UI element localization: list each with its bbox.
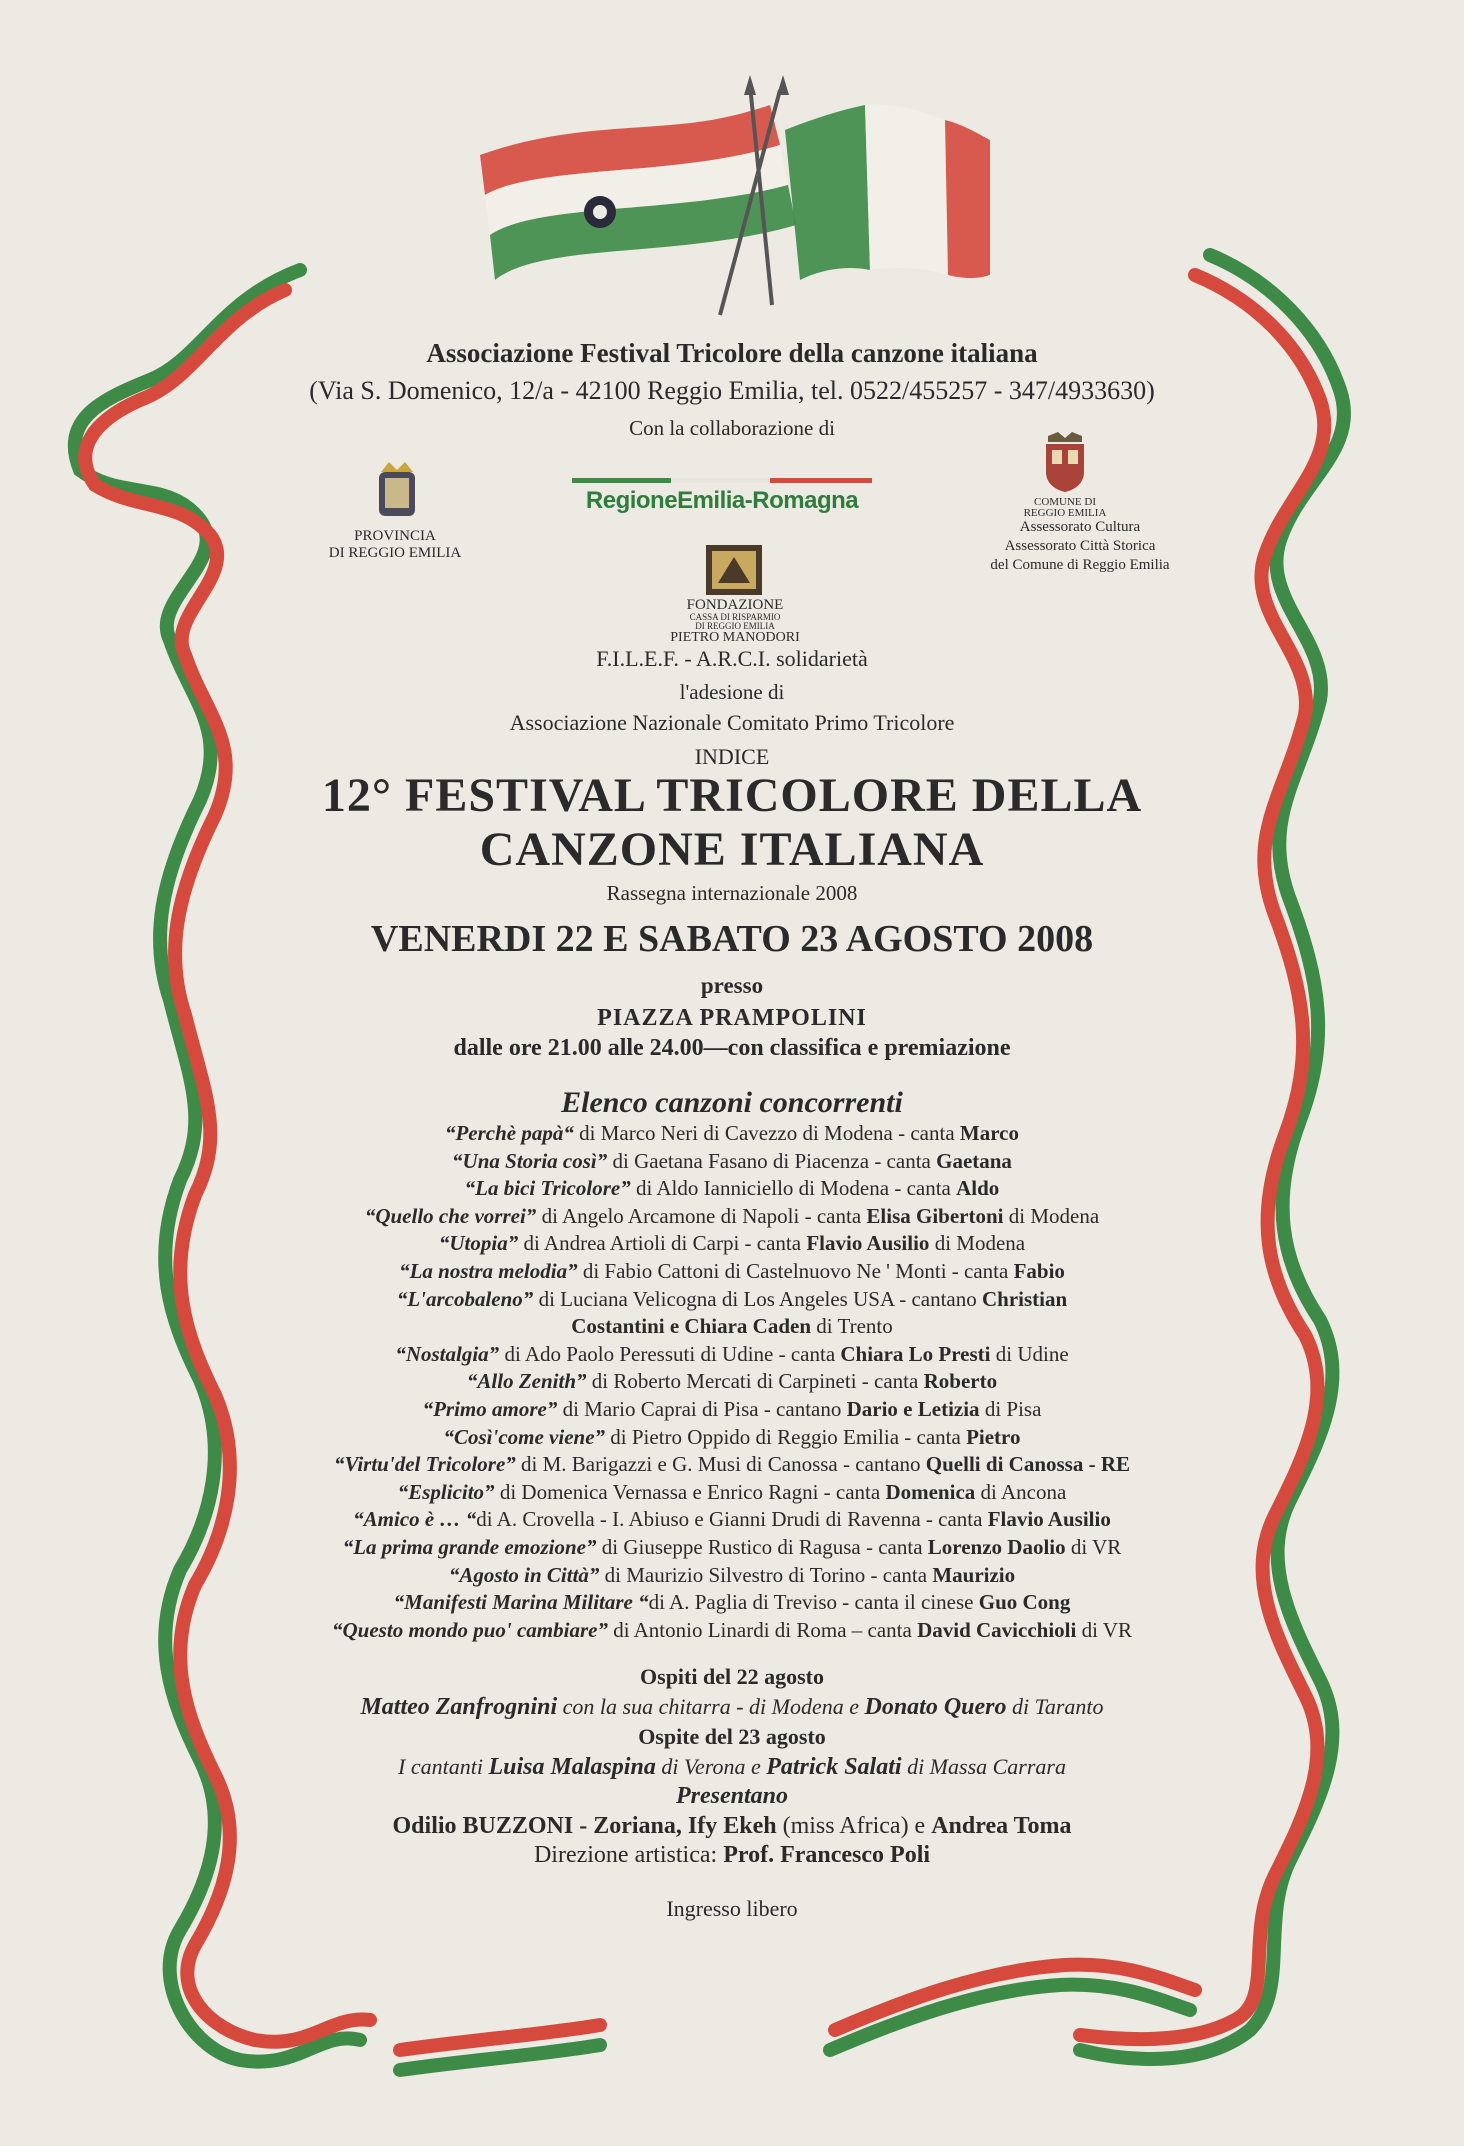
song-entry <box>0 1313 1464 1341</box>
song-singer: Christian <box>982 1286 1068 1311</box>
filef-arci-label: F.I.L.E.F. - A.R.C.I. solidarietà <box>596 646 868 671</box>
comune-logo-label <box>990 497 1140 519</box>
song-title: “Primo amore” <box>422 1396 558 1421</box>
song-title: “Amico è … “ <box>353 1507 477 1532</box>
guest-text: I cantanti <box>398 1753 489 1779</box>
song-credit: di Maurizio Silvestro di Torino - canta <box>599 1562 933 1587</box>
song-credit: di Pietro Oppido di Reggio Emilia - canta <box>605 1424 967 1449</box>
song-entry <box>0 1203 1464 1231</box>
free-entry-label: Ingresso libero <box>666 1896 798 1921</box>
guest-text: di Verona e <box>655 1753 767 1779</box>
song-after: di Udine <box>990 1341 1069 1366</box>
song-after: di Trento <box>811 1314 893 1339</box>
song-entry <box>0 1396 1464 1424</box>
song-title: “L'arcobaleno” <box>396 1286 534 1311</box>
association-name: Associazione Festival Tricolore della canzone italiana <box>426 338 1038 368</box>
song-singer: David Cavicchioli <box>917 1617 1077 1642</box>
song-credit: di Gaetana Fasano di Piacenza - canta <box>607 1148 937 1173</box>
artistic-direction-line <box>0 1841 1464 1871</box>
event-venue: PIAZZA PRAMPOLINI <box>597 1005 867 1031</box>
song-singer: Guo Cong <box>978 1590 1071 1615</box>
song-entry <box>0 1368 1464 1396</box>
song-singer: Gaetana <box>936 1148 1012 1173</box>
guests-day1-heading: Ospiti del 22 agosto <box>640 1664 824 1689</box>
fondazione-line1: FONDAZIONE <box>686 597 784 613</box>
guest-name: Matteo Zanfrognini <box>360 1693 558 1720</box>
song-credit: di Luciana Velicogna di Los Angeles USA - cantano <box>533 1286 982 1311</box>
presenters-heading: Presentano <box>675 1783 788 1809</box>
song-singer: Flavio Ausilio <box>987 1507 1111 1532</box>
song-credit: di Roberto Mercati di Carpineti - canta <box>586 1369 924 1394</box>
song-title: “Perchè papà“ <box>444 1121 574 1145</box>
comune-line2: REGGIO EMILIA <box>1023 507 1107 519</box>
song-title: “Utopia” <box>438 1231 519 1256</box>
song-credit: di Angelo Arcamone di Napoli - canta <box>536 1203 867 1228</box>
song-entry <box>0 1148 1464 1176</box>
provincia-line2: DI REGGIO EMILIA <box>328 545 462 561</box>
song-credit: di Andrea Artioli di Carpi - canta <box>518 1231 807 1256</box>
comune-coat-of-arms-icon <box>1042 432 1088 494</box>
song-after: di Pisa <box>979 1396 1042 1421</box>
comune-reggio-emilia: del Comune di Reggio Emilia <box>990 557 1170 573</box>
rassegna-subtitle: Rassegna internazionale 2008 <box>606 881 858 905</box>
collaboration-label: Con la collaborazione di <box>629 416 835 440</box>
song-entry <box>0 1424 1464 1452</box>
song-entry <box>0 1562 1464 1590</box>
songs-heading: Elenco canzoni concorrenti <box>561 1086 903 1119</box>
comune-line1: COMUNE DI <box>1033 496 1097 508</box>
song-title: “Agosto in Città” <box>448 1562 600 1587</box>
guest-text: di Massa Carrara <box>901 1753 1066 1779</box>
presenter-note: (miss Africa) e <box>776 1812 932 1839</box>
song-singer: Maurizio <box>932 1562 1016 1587</box>
song-title: “La bici Tricolore” <box>464 1176 631 1201</box>
guests-day2-heading: Ospite del 23 agosto <box>638 1724 826 1749</box>
fondazione-emblem-icon <box>706 545 762 595</box>
song-title: “Nostalgia” <box>395 1341 500 1366</box>
guests-day2-line <box>0 1752 1464 1783</box>
fondazione-line3: DI REGGIO EMILIA <box>695 621 775 631</box>
guest-text: con la sua chitarra - di Modena e <box>557 1693 865 1719</box>
event-hours: dalle ore 21.00 alle 24.00—con classifica e premiazione <box>453 1035 1011 1061</box>
song-singer: Domenica <box>885 1479 976 1504</box>
song-credit: di Marco Neri di Cavezzo di Modena - canta <box>573 1121 960 1145</box>
song-title: “La prima grande emozione” <box>342 1534 597 1559</box>
song-title: “Allo Zenith” <box>466 1369 587 1394</box>
provincia-logo-label <box>315 528 475 562</box>
crossed-flags-emblem <box>470 70 1000 320</box>
fondazione-line2: CASSA DI RISPARMIO <box>689 612 781 622</box>
song-singer: Chiara Lo Presti <box>840 1341 991 1366</box>
song-credit: di Giuseppe Rustico di Ragusa - canta <box>596 1534 928 1559</box>
provincia-line1: PROVINCIA <box>354 528 436 544</box>
song-singer: Pietro <box>966 1424 1021 1449</box>
song-singer: Roberto <box>923 1369 998 1394</box>
song-after: di Modena <box>929 1231 1026 1256</box>
song-entry <box>0 1341 1464 1369</box>
song-credit: di Ado Paolo Peressuti di Udine - canta <box>499 1341 841 1366</box>
song-entry <box>0 1479 1464 1507</box>
adhesion-label: l'adesione di <box>679 680 785 704</box>
presenter-names: Odilio BUZZONI - Zoriana, Ify Ekeh <box>392 1812 777 1839</box>
song-title: “Una Storia così” <box>452 1148 608 1173</box>
song-title: “Esplicito” <box>397 1479 495 1504</box>
indice-label: INDICE <box>694 744 770 769</box>
song-singer: Fabio <box>1013 1258 1065 1283</box>
song-entry <box>0 1286 1464 1314</box>
fondazione-logo-label <box>650 598 820 645</box>
provincia-coat-of-arms-icon <box>375 460 419 522</box>
festival-title-line1: 12° FESTIVAL TRICOLORE DELLA <box>321 769 1143 822</box>
song-singer: Marco <box>959 1121 1020 1145</box>
song-entry <box>0 1589 1464 1617</box>
comune-assessorato-label <box>965 518 1195 575</box>
direction-label: Direzione artistica: <box>533 1842 724 1868</box>
anc-label: Associazione Nazionale Comitato Primo Tricolore <box>509 710 955 735</box>
song-after: di Ancona <box>975 1479 1067 1504</box>
song-title: “Così'come viene” <box>443 1424 606 1449</box>
song-entry <box>0 1506 1464 1534</box>
presenters-line <box>0 1812 1464 1842</box>
assessorato-citta-storica: Assessorato Città Storica <box>1004 538 1156 554</box>
presenter-name: Andrea Toma <box>931 1812 1072 1839</box>
regione-logo-text: RegioneEmilia-Romagna <box>585 487 859 514</box>
guest-name: Patrick Salati <box>766 1753 902 1780</box>
guest-name: Luisa Malaspina <box>488 1753 656 1780</box>
song-entry <box>0 1617 1464 1645</box>
song-credit: di Mario Caprai di Pisa - cantano <box>557 1396 847 1421</box>
song-after: di VR <box>1065 1534 1122 1559</box>
song-list <box>0 1120 1464 1644</box>
song-singer: Quelli di Canossa - RE <box>925 1452 1131 1477</box>
song-after: di Modena <box>1003 1203 1100 1228</box>
guests-section <box>0 1662 1464 1871</box>
song-credit: di Antonio Linardi di Roma – canta <box>607 1617 918 1642</box>
fondazione-line4: PIETRO MANODORI <box>670 630 800 645</box>
guests-day1-line <box>0 1692 1464 1723</box>
song-entry <box>0 1175 1464 1203</box>
assessorato-cultura: Assessorato Cultura <box>1019 519 1141 535</box>
song-singer: Elisa Gibertoni <box>866 1203 1004 1228</box>
presso-label: presso <box>700 973 764 998</box>
song-singer: Flavio Ausilio <box>806 1231 930 1256</box>
association-address: (Via S. Domenico, 12/a - 42100 Reggio Emilia, tel. 0522/455257 - 347/4933630) <box>309 376 1155 405</box>
song-credit: di Aldo Ianniciello di Modena - canta <box>630 1176 957 1201</box>
regione-logo <box>572 478 872 515</box>
song-entry <box>0 1534 1464 1562</box>
song-singer: Dario e Letizia <box>846 1396 980 1421</box>
song-singer: Costantini e Chiara Caden <box>571 1314 812 1339</box>
song-singer: Lorenzo Daolio <box>927 1534 1066 1559</box>
song-credit: di A. Paglia di Treviso - canta il cinese <box>648 1590 979 1615</box>
song-singer: Aldo <box>956 1176 1000 1201</box>
guest-name: Donato Quero <box>864 1693 1007 1720</box>
song-title: “Quello che vorrei” <box>364 1203 537 1228</box>
direction-name: Prof. Francesco Poli <box>723 1842 931 1868</box>
song-credit: di M. Barigazzi e G. Musi di Canossa - cantano <box>515 1452 926 1477</box>
song-title: “Questo mondo puo' cambiare” <box>332 1617 608 1642</box>
song-credit: di Fabio Cattoni di Castelnuovo Ne ' Monti - canta <box>577 1258 1014 1283</box>
song-credit: di A. Crovella - I. Abiuso e Gianni Drudi di Ravenna - canta <box>476 1507 988 1532</box>
song-after: di VR <box>1076 1617 1132 1642</box>
guest-text: di Taranto <box>1006 1693 1104 1719</box>
song-entry <box>0 1258 1464 1286</box>
regione-tricolor-bar <box>572 478 872 483</box>
song-title: “Manifesti Marina Militare “ <box>393 1590 649 1615</box>
song-title: “La nostra melodia” <box>399 1258 578 1283</box>
song-entry <box>0 1120 1464 1148</box>
event-date: VENERDI 22 E SABATO 23 AGOSTO 2008 <box>370 918 1094 960</box>
song-entry <box>0 1230 1464 1258</box>
song-title: “Virtu'del Tricolore” <box>333 1452 516 1477</box>
song-entry <box>0 1451 1464 1479</box>
song-credit: di Domenica Vernassa e Enrico Ragni - canta <box>494 1479 886 1504</box>
festival-title-line2: CANZONE ITALIANA <box>479 823 985 876</box>
